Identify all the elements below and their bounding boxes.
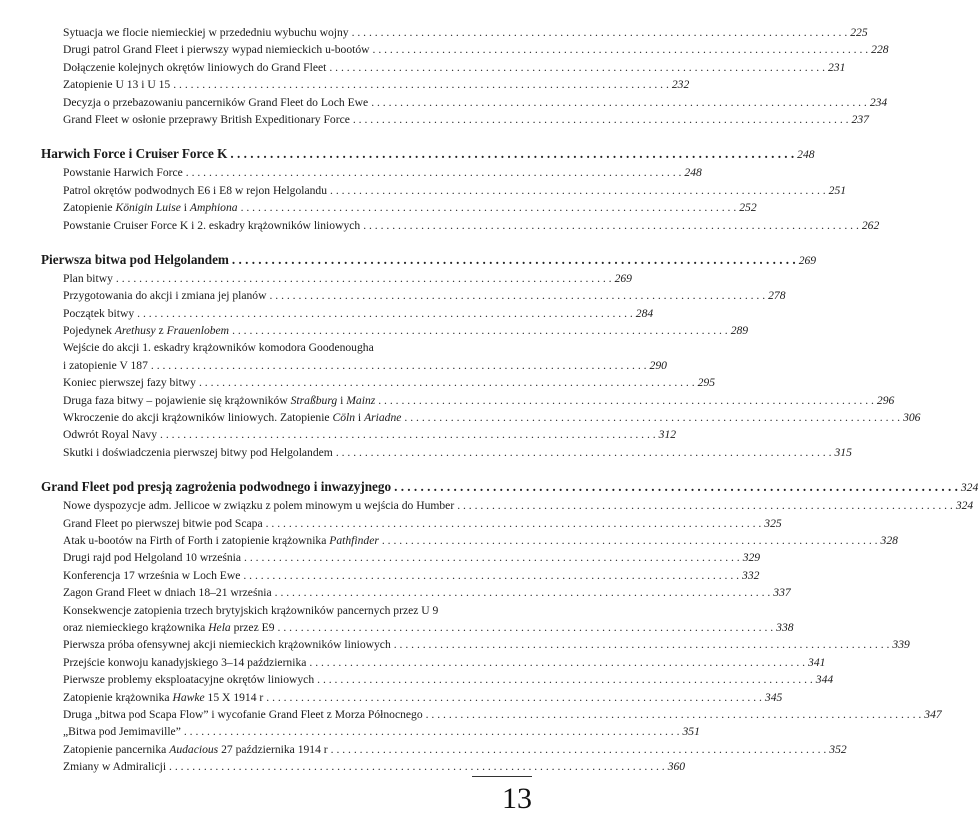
toc-title-text: 27 października 1914 r [218,742,328,756]
toc-entry [41,111,869,128]
dot-leader [241,199,737,216]
toc-entry-title [63,654,306,671]
toc-title-text: Plan bitwy [63,271,113,285]
toc-title-text: z [155,324,167,338]
toc-entry-title [63,532,379,549]
toc-entry [41,549,761,566]
toc-title-text: Zatopienie krążownika [63,690,173,704]
toc-title-text: przez E9 [230,620,275,634]
dot-leader [269,287,765,304]
section-gap [41,128,533,144]
toc-entry [41,671,834,688]
toc-title-text: Zmiany w Admiralicji [63,760,167,774]
dot-leader [266,515,762,532]
toc-title-text: Wejście do akcji 1. eskadry krążowników komodora Goodenougha [63,341,374,355]
dot-leader [309,654,805,671]
toc-entry-title [63,409,401,426]
toc-title-text: Pojedynek [63,324,115,338]
toc-entry-title [63,182,327,199]
toc-title-text: Druga „bitwa pod Scapa Flow” i wycofanie Grand Fleet z Morza Północnego [63,707,423,721]
toc-entry [41,444,852,461]
toc-title-text: Początek bitwy [63,306,135,320]
toc-entry [41,654,826,671]
toc-entry [41,305,654,322]
toc-page-number: 290 [649,358,667,372]
toc-page-number: 248 [684,166,702,180]
toc-title-italic: Audacious [169,742,219,756]
dot-leader [371,94,867,111]
toc-title-italic: Mainz [346,393,376,407]
toc-entry-title [63,584,272,601]
dot-leader [353,111,849,128]
toc-page-number: 344 [815,673,834,687]
toc-page-number: 278 [768,289,786,303]
dot-leader [116,270,612,287]
dot-leader [232,250,796,270]
toc-entry [41,619,794,636]
toc-entry-title [63,357,148,374]
toc-entry-title [63,164,183,181]
toc-entry [41,706,942,723]
toc-title-text: i [355,411,365,425]
toc-entry [41,636,910,653]
toc-page-number: 237 [851,112,869,126]
toc-entry-title [63,199,238,216]
toc-title-text: Skutki i doświadczenia pierwszej bitwy pod Helgolandem [63,445,333,459]
toc-entry-title [63,444,333,461]
toc-page-number: 296 [876,393,895,407]
toc-entry [41,182,847,199]
dot-leader [199,374,695,391]
toc-entry [41,270,632,287]
toc-title-text: Odwrót Royal Navy [63,428,158,442]
dot-leader [244,549,740,566]
toc-entry-title [63,723,181,740]
toc-entry [41,94,888,111]
toc-title-italic: Frauenlobem [166,324,230,338]
toc-section-heading [41,477,978,497]
dot-leader [169,758,665,775]
toc-title-text: Druga faza bitwy – pojawienie się krążowników [63,393,291,407]
toc-title-text: 15 X 1914 r [204,690,264,704]
toc-page-number: 234 [869,95,888,109]
toc-entry-title [63,741,328,758]
toc-entry [41,584,791,601]
toc-entry-title [63,59,326,76]
toc-title-italic: Cöln [332,411,356,425]
toc-entry-line [41,339,533,356]
dot-leader [184,723,680,740]
toc-title-text: Patrol okrętów podwodnych E6 i E8 w rejon Helgolandu [63,183,328,197]
toc-entry-title [63,619,275,636]
toc-title-italic: Amphiona [189,201,238,215]
toc-entry [41,41,889,58]
toc-entry-title [63,305,134,322]
toc-entry-title [63,94,368,111]
toc-title-text: Pierwsza bitwa pod Helgolandem [41,251,229,267]
toc-entry [41,357,667,374]
toc-title-text: Grand Fleet po pierwszej bitwie pod Scapa [63,516,263,530]
toc-title-italic: Straßburg [290,393,338,407]
toc-page-number: 252 [739,201,757,215]
toc-page-number: 269 [798,253,817,267]
toc-page-number: 345 [764,690,783,704]
toc-entry [41,758,686,775]
toc-page-number: 324 [960,481,978,495]
toc-entry [41,199,757,216]
toc-title-text: Atak u-bootów na Firth of Forth i zatopienie krążownika [63,533,330,547]
toc-title-text: Konferencja 17 września w Loch Ewe [63,568,241,582]
dot-leader [329,59,825,76]
toc-entry-title [41,477,391,497]
toc-page-number: 295 [697,376,715,390]
dot-leader [352,24,848,41]
toc-page-number: 306 [903,411,921,425]
toc-title-text: Pierwsze problemy eksploatacyjne okrętów liniowych [63,673,315,687]
toc-entry [41,374,715,391]
toc-entry-title [63,322,229,339]
toc-page-number: 338 [776,620,794,634]
toc-page-number: 324 [955,499,974,513]
toc-page-number: 269 [614,271,632,285]
toc-section-heading [41,144,815,164]
toc-page-number: 341 [808,655,826,669]
toc-entry-title [63,549,241,566]
toc-entry-title [63,111,350,128]
toc-entry-title [63,604,438,617]
toc-title-text: Harwich Force i Cruiser Force K [41,146,228,162]
toc-page-number: 360 [667,760,686,774]
toc-title-text: Powstanie Cruiser Force K i 2. eskadry krążowników liniowych [63,218,361,232]
toc-page-number: 262 [861,218,880,232]
toc-page-number: 315 [834,445,852,459]
toc-page-number: 251 [828,183,847,197]
toc-entry [41,217,880,234]
toc-section-heading [41,250,817,270]
dot-leader [363,217,859,234]
toc-entry-title [63,341,374,354]
toc-title-text: i [337,393,347,407]
toc-title-text: Pierwsza próba ofensywnej akcji niemieckich krążowników liniowych [63,638,391,652]
toc-title-text: Zatopienie pancernika [63,742,170,756]
dot-leader [151,357,647,374]
toc-page-number: 337 [773,586,791,600]
toc-page-number: 232 [671,78,690,92]
toc-page-number: 328 [880,533,898,547]
toc-entry [41,164,702,181]
toc-title-text: Dołączenie kolejnych okrętów liniowych do Grand Fleet [63,60,327,74]
toc-entry [41,409,921,426]
toc-page-number: 289 [730,324,749,338]
toc-page-number: 347 [924,707,942,721]
toc-title-text: Sytuacja we flocie niemieckiej w przededniu wybuchu wojny [63,26,349,39]
toc-entry-title [63,426,157,443]
dot-leader [336,444,832,461]
toc-entry-title [63,76,170,93]
toc-title-text: Przygotowania do akcji i zmiana jej planów [63,289,267,303]
toc-entry [41,689,783,706]
toc-page-number: 339 [892,638,910,652]
dot-leader [137,305,633,322]
toc-entry-title [63,217,360,234]
toc-entry-line [41,602,533,619]
toc-title-text: „Bitwa pod Jemimaville” [63,725,181,739]
toc-page-number: 228 [871,43,889,57]
dot-leader [457,497,953,514]
toc-page-number: 248 [797,148,815,162]
toc-entry-title [63,374,196,391]
toc-title-text: Nowe dyspozycje adm. Jellicoe w związku z polem minowym u wejścia do Humber [63,499,455,513]
toc-title-text: Wkroczenie do akcji krążowników liniowych. Zatopienie [63,411,333,425]
toc-title-text: Konsekwencje zatopienia trzech brytyjskich krążowników pancernych przez U 9 [63,603,439,617]
toc-title-text: Przejście konwoju kanadyjskiego 3–14 października [63,655,307,669]
section-gap [41,234,533,250]
toc-page-number: 325 [764,516,782,530]
toc-page-number: 332 [742,568,760,582]
toc-page-number: 352 [829,742,847,756]
toc-page-number: 284 [635,306,654,320]
toc-title-text: Koniec pierwszej fazy bitwy [63,376,196,390]
toc-entry-title [63,270,113,287]
dot-leader [278,619,774,636]
dot-leader [173,76,669,93]
dot-leader [266,689,762,706]
toc-entry-title [63,689,263,706]
dot-leader [404,409,900,426]
toc-title-italic: Ariadne [364,411,402,425]
toc-title-text: i [180,201,190,215]
dot-leader [243,567,739,584]
toc-title-text: Zatopienie U 13 i U 15 [63,78,171,92]
toc-page-number: 225 [850,26,868,39]
toc-entry [41,426,677,443]
dot-leader [394,636,890,653]
toc-entry [41,392,895,409]
toc-entry-title [63,758,166,775]
toc-title-text: Zagon Grand Fleet w dniach 18–21 września [63,586,272,600]
toc-title-italic: Pathfinder [329,533,379,547]
dot-leader [330,182,826,199]
toc-entry-title [63,392,375,409]
toc-entry [41,741,847,758]
toc-entry-title [63,497,454,514]
toc-title-text: Powstanie Harwich Force [63,166,183,180]
dot-leader [275,584,771,601]
dot-leader [426,706,922,723]
dot-leader [232,322,728,339]
footer-rule [472,776,532,777]
dot-leader [186,164,682,181]
toc-title-text: Grand Fleet pod presją zagrożenia podwodnego i inwazyjnego [41,479,392,495]
page-number: 13 [502,782,532,815]
toc-title-text: Grand Fleet w osłonie przeprawy British Expeditionary Force [63,112,350,126]
section-gap [41,461,533,477]
dot-leader [230,144,794,164]
toc-entry-title [63,41,370,58]
toc-entry [41,497,974,514]
toc-entry-title [63,706,423,723]
toc-entry [41,322,749,339]
toc-entry-title [63,567,240,584]
toc-page-number: 312 [658,428,677,442]
dot-leader [317,671,813,688]
dot-leader [373,41,869,58]
dot-leader [394,477,958,497]
toc-title-italic: Arethusy [114,324,156,338]
toc-page-number: 231 [828,60,846,74]
toc-title-italic: Hela [208,620,231,634]
toc-entry [41,76,690,93]
toc-title-text: Drugi patrol Grand Fleet i pierwszy wypad niemieckich u-bootów [63,43,370,57]
toc-page-number: 329 [742,551,761,565]
toc-entry [41,567,760,584]
toc-entry [41,515,782,532]
toc-title-text: i zatopienie V 187 [63,358,148,372]
toc-entry-title [63,671,314,688]
toc-entry [41,723,700,740]
toc-entry [41,532,898,549]
toc-entry-title [63,515,263,532]
dot-leader [378,392,874,409]
toc-entry-title [63,24,349,41]
table-of-contents [41,24,978,775]
dot-leader [382,532,878,549]
toc-entry-title [41,144,227,164]
toc-page-number: 351 [682,725,700,739]
toc-entry-title [63,636,391,653]
dot-leader [331,741,827,758]
toc-title-text: Zatopienie [63,201,116,215]
dot-leader [160,426,656,443]
toc-entry [41,24,868,41]
toc-entry-title [41,250,229,270]
toc-entry-title [63,287,266,304]
toc-title-text: oraz niemieckiego krążownika [63,620,209,634]
toc-title-italic: Königin Luise [115,201,181,215]
toc-title-text: Drugi rajd pod Helgoland 10 września [63,551,242,565]
toc-title-text: Decyzja o przebazowaniu pancerników Grand Fleet do Loch Ewe [63,95,369,109]
toc-title-italic: Hawke [172,690,205,704]
toc-entry [41,287,786,304]
toc-entry [41,59,846,76]
